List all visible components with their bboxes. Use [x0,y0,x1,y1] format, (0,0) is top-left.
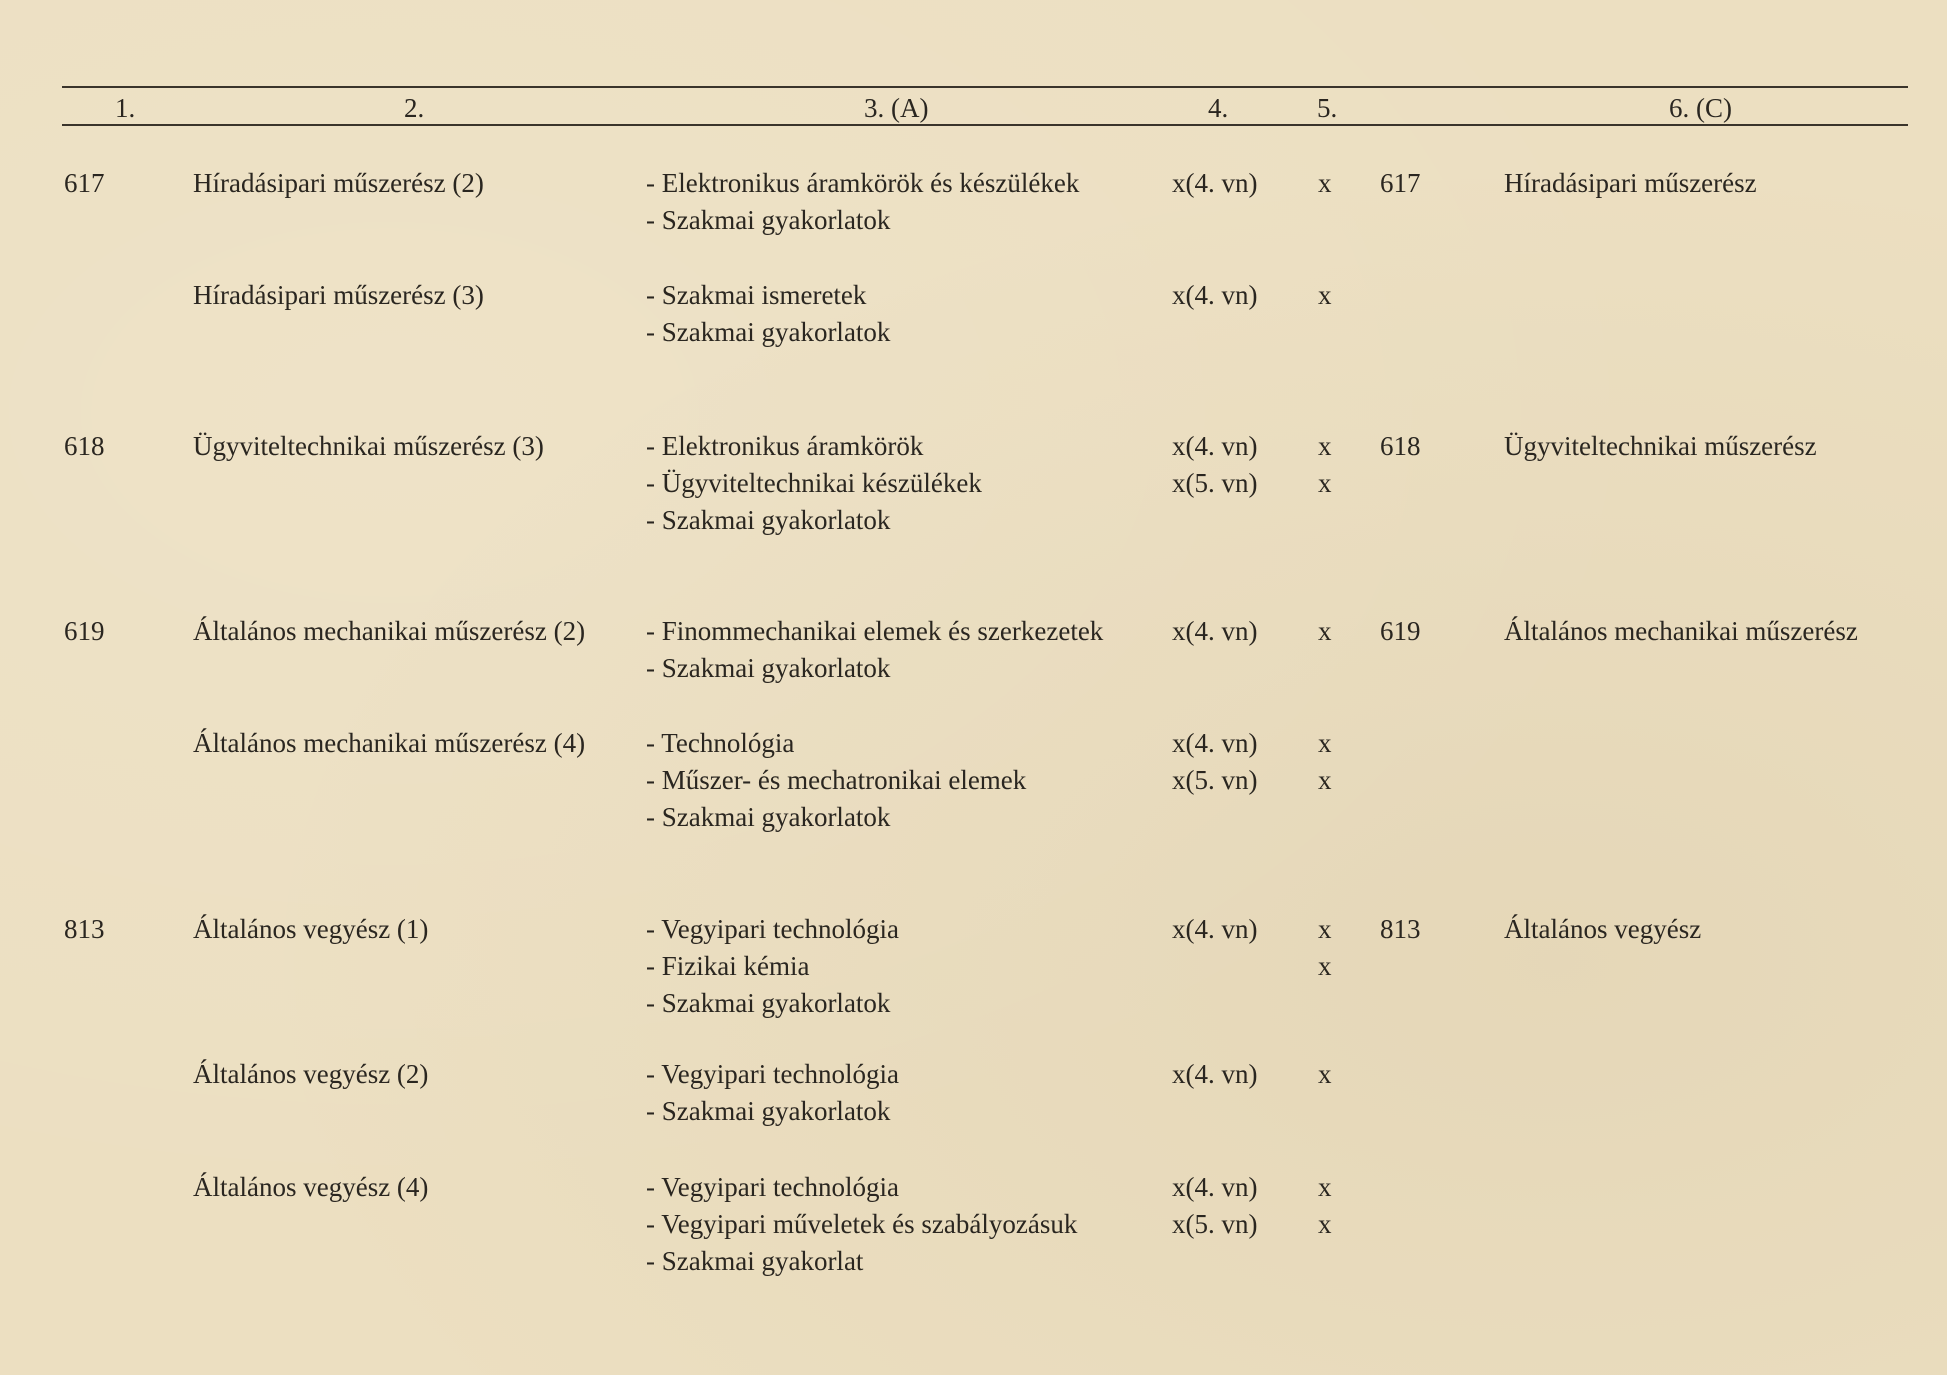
row-mark: x [1318,280,1332,310]
row-code-c: 618 [1380,431,1421,461]
row-exam: x(4. vn) [1172,914,1258,944]
row-subject: - Szakmai gyakorlatok [646,802,891,832]
row-exam: x(4. vn) [1172,616,1258,646]
header-col-4: 4. [1208,93,1229,123]
table-header-rule [62,124,1908,126]
row-name: Általános vegyész (4) [193,1172,429,1202]
row-subject: - Szakmai gyakorlatok [646,653,891,683]
row-subject: - Vegyipari technológia [646,1059,899,1089]
row-code-c: 619 [1380,616,1421,646]
row-exam: x(4. vn) [1172,431,1258,461]
row-exam: x(4. vn) [1172,1172,1258,1202]
row-name: Híradásipari műszerész (2) [193,168,484,198]
row-name: Általános mechanikai műszerész (4) [193,728,586,758]
row-name-c: Általános mechanikai műszerész [1504,616,1858,646]
row-name-c: Általános vegyész [1504,914,1702,944]
row-code: 618 [64,431,105,461]
row-subject: - Technológia [646,728,795,758]
row-name: Általános vegyész (2) [193,1059,429,1089]
row-subject: - Finommechanikai elemek és szerkezetek [646,616,1104,646]
row-exam: x(4. vn) [1172,1059,1258,1089]
row-subject: - Szakmai gyakorlatok [646,205,891,235]
row-name: Általános mechanikai műszerész (2) [193,616,586,646]
row-mark: x [1318,765,1332,795]
row-name-c: Híradásipari műszerész [1504,168,1757,198]
row-subject: - Elektronikus áramkörök [646,431,924,461]
row-subject: - Műszer- és mechatronikai elemek [646,765,1027,795]
header-col-1: 1. [115,93,136,123]
row-subject: - Szakmai gyakorlatok [646,988,891,1018]
row-subject: - Szakmai gyakorlatok [646,1096,891,1126]
row-exam: x(4. vn) [1172,728,1258,758]
row-exam: x(5. vn) [1172,1209,1258,1239]
row-mark: x [1318,728,1332,758]
row-name: Ügyviteltechnikai műszerész (3) [193,431,544,461]
header-col-5: 5. [1317,93,1338,123]
row-subject: - Szakmai ismeretek [646,280,867,310]
row-mark: x [1318,616,1332,646]
row-subject: - Szakmai gyakorlatok [646,317,891,347]
row-code: 617 [64,168,105,198]
header-col-2: 2. [404,93,425,123]
row-code: 619 [64,616,105,646]
row-code-c: 617 [1380,168,1421,198]
row-exam: x(5. vn) [1172,468,1258,498]
header-col-6: 6. (C) [1669,93,1732,123]
row-subject: - Szakmai gyakorlatok [646,505,891,535]
row-subject: - Vegyipari technológia [646,914,899,944]
row-exam: x(4. vn) [1172,280,1258,310]
row-mark: x [1318,1209,1332,1239]
row-code: 813 [64,914,105,944]
row-mark: x [1318,914,1332,944]
table-top-rule [62,86,1908,88]
row-mark: x [1318,1059,1332,1089]
row-name: Híradásipari műszerész (3) [193,280,484,310]
row-mark: x [1318,1172,1332,1202]
row-exam: x(5. vn) [1172,765,1258,795]
row-mark: x [1318,468,1332,498]
row-mark: x [1318,951,1332,981]
row-mark: x [1318,431,1332,461]
row-code-c: 813 [1380,914,1421,944]
row-exam: x(4. vn) [1172,168,1258,198]
row-subject: - Ügyviteltechnikai készülékek [646,468,982,498]
row-mark: x [1318,168,1332,198]
row-name-c: Ügyviteltechnikai műszerész [1504,431,1817,461]
row-subject: - Fizikai kémia [646,951,810,981]
row-subject: - Vegyipari műveletek és szabályozásuk [646,1209,1078,1239]
row-name: Általános vegyész (1) [193,914,429,944]
header-col-3: 3. (A) [864,93,929,123]
row-subject: - Elektronikus áramkörök és készülékek [646,168,1080,198]
row-subject: - Vegyipari technológia [646,1172,899,1202]
row-subject: - Szakmai gyakorlat [646,1246,864,1276]
